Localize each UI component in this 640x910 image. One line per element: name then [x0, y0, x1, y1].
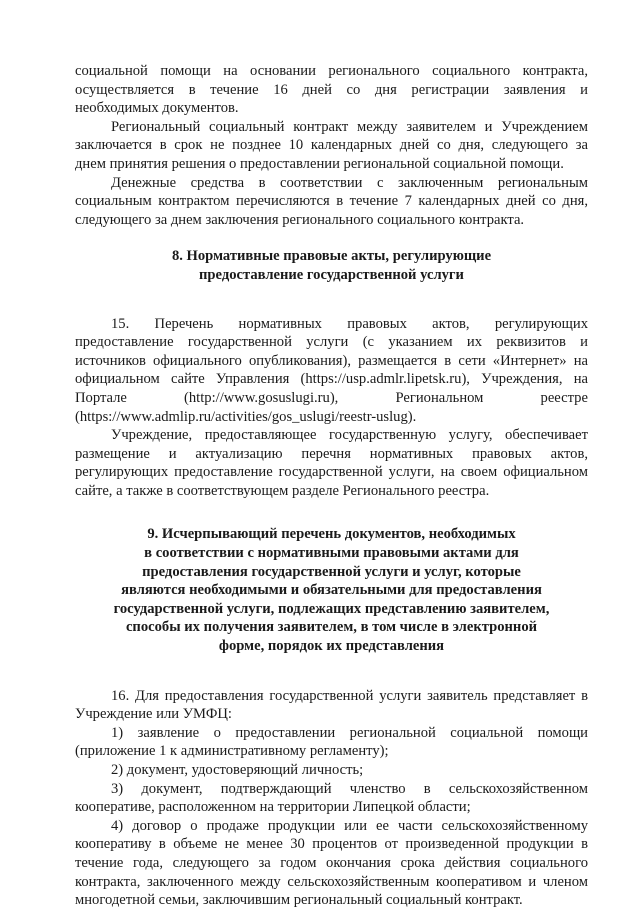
- text-line: 3) документ, подтверждающий членство в сельскохозяйственном: [111, 780, 588, 797]
- registry-word: реестре: [540, 389, 588, 406]
- paragraph-15: [75, 315, 588, 427]
- paragraph-15-institution: [75, 426, 588, 500]
- text-line: кооперативе, расположенном на территории Липецкой области;: [75, 799, 471, 816]
- text-line: необходимых документов.: [75, 100, 239, 117]
- section-8-heading: [75, 247, 588, 284]
- heading-line: 8. Нормативные правовые акты, регулирующие: [171, 248, 492, 265]
- text-line: течение года, следующего за годом окончания срока действия социального: [75, 854, 588, 871]
- text-line: следующего за днем заключения регионального социального контракта.: [75, 211, 525, 228]
- document-body: [75, 62, 588, 910]
- text-line: Учреждение или УМФЦ:: [75, 706, 232, 723]
- list-item-4: [75, 817, 588, 910]
- text-line: источников официального опубликования), размещается в сети «Интернет» на: [75, 352, 588, 369]
- text-line: социальным контрактом перечисляются в течение 7 календарных дней со дня,: [75, 193, 588, 210]
- text-line: многодетной семьи, заключившим региональный социальный контракт.: [75, 892, 523, 909]
- text-line: кооперативу в объеме не менее 30 процентов от произведенной продукции в: [75, 836, 588, 853]
- list-item-3: [75, 780, 588, 817]
- heading-line: предоставление государственной услуги: [199, 266, 464, 283]
- regional-word: Региональном: [395, 389, 484, 406]
- text-line: (приложение 1 к административному регламенту);: [75, 743, 389, 760]
- list-item-2: [75, 761, 588, 780]
- heading-line: государственной услуги, подлежащих представлению заявителем,: [113, 600, 550, 617]
- paragraph-contract-term: [75, 118, 588, 174]
- portal-word: Портале: [75, 389, 127, 406]
- heading-line: предоставления государственной услуги и услуг, которые: [142, 563, 521, 580]
- registry-link: (https://www.admlip.ru/activities/gos_uslugi/reestr-uslug).: [75, 408, 417, 425]
- section-9-heading: [75, 525, 588, 655]
- text-line: 2) документ, удостоверяющий личность;: [111, 762, 364, 778]
- heading-line: являются необходимыми и обязательными для предоставления: [121, 582, 542, 599]
- text-line: 1) заявление о предоставлении региональной социальной помощи: [111, 724, 588, 741]
- paragraph-16: [75, 687, 588, 724]
- text-line: предоставление государственной услуги (с указанием их реквизитов и: [75, 334, 588, 351]
- list-item-1: [75, 724, 588, 761]
- text-line-portal: [75, 389, 588, 408]
- text-line: размещение и актуализацию перечня нормативных правовых актов,: [75, 445, 588, 462]
- text-line: контракта, заключенного между сельскохозяйственным кооперативом и членом: [75, 873, 588, 890]
- paragraph-14-end: [75, 62, 588, 118]
- heading-line: 9. Исчерпывающий перечень документов, необходимых: [147, 526, 516, 543]
- text-line: Учреждение, предоставляющее государственную услугу, обеспечивает: [111, 427, 588, 444]
- text-line: днем принятия решения о предоставлении региональной социальной помощи.: [75, 155, 564, 172]
- text-line: Денежные средства в соответствии с заключенным региональным: [111, 174, 588, 191]
- heading-line: форме, порядок их представления: [218, 638, 445, 655]
- text-line: Региональный социальный контракт между заявителем и Учреждением: [111, 118, 588, 135]
- text-line: заключается в срок не позднее 10 календарных дней со дня, следующего за: [75, 137, 588, 154]
- gosuslugi-link: (http://www.gosuslugi.ru),: [184, 389, 339, 406]
- heading-line: в соответствии с нормативными правовыми актами для: [144, 545, 519, 562]
- text-line: официальном сайте Управления (https://usp.admlr.lipetsk.ru), Учреждения, на: [75, 371, 588, 388]
- heading-line: способы их получения заявителем, в том числе в электронной: [125, 619, 538, 636]
- text-line: 16. Для предоставления государственной услуги заявитель представляет в: [111, 687, 588, 704]
- paragraph-funds-transfer: [75, 174, 588, 230]
- text-line: 15. Перечень нормативных правовых актов, регулирующих: [111, 315, 588, 332]
- text-line: сайте, а также в соответствующем разделе Регионального реестра.: [75, 482, 490, 499]
- text-line: осуществляется в течение 16 дней со дня регистрации заявления и: [75, 81, 588, 98]
- text-line: социальной помощи на основании регионального социального контракта,: [75, 63, 588, 79]
- text-line: 4) договор о продаже продукции или ее части сельскохозяйственному: [111, 817, 588, 834]
- text-line: регулирующих предоставление государственной услуги, на своем официальном: [75, 464, 588, 481]
